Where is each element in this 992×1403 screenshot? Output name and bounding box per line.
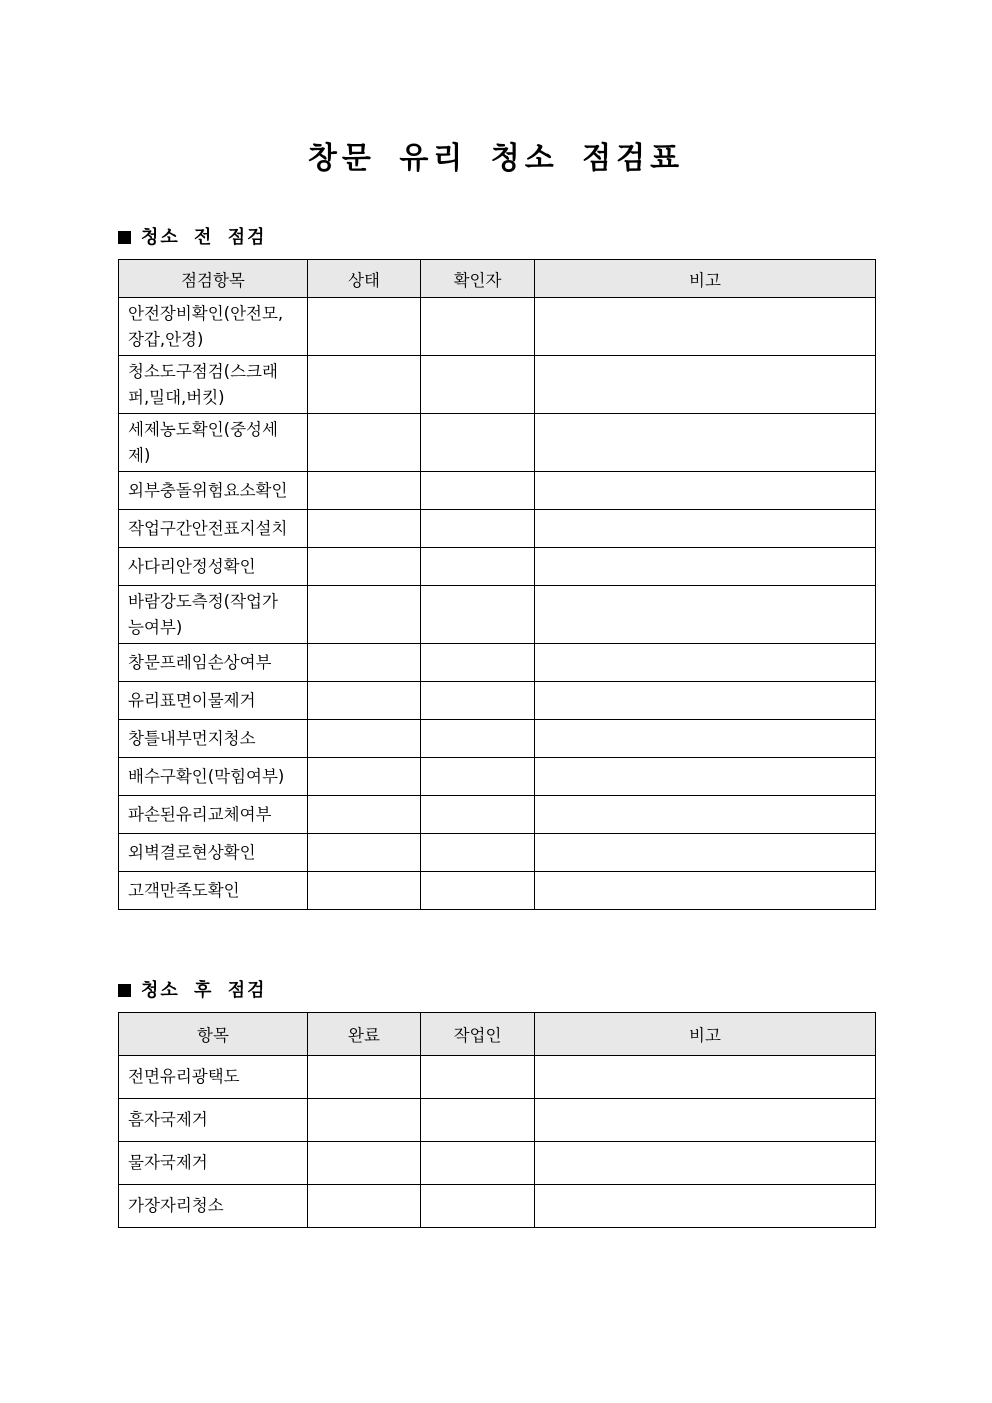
remarks-cell[interactable] (535, 298, 876, 356)
column-header-done: 완료 (308, 1013, 421, 1056)
table-row (119, 758, 876, 796)
check-item-cell (119, 472, 308, 510)
remarks-cell[interactable] (535, 414, 876, 472)
checker-cell[interactable] (421, 298, 535, 356)
check-item-text: 퍼,밀대,버킷) (128, 387, 225, 407)
post-cleaning-checklist-table (118, 1012, 876, 1228)
check-item-text: 안전장비확인(안전모, (128, 303, 284, 323)
checker-cell[interactable] (421, 510, 535, 548)
table-header-row (119, 260, 876, 298)
done-cell[interactable] (308, 1185, 421, 1228)
square-bullet-icon (118, 984, 131, 997)
table-row (119, 644, 876, 682)
check-item-text: 외벽결로현상확인 (128, 842, 256, 862)
check-item-text: 세제농도확인(중성세 (128, 419, 278, 439)
check-item-text: 제) (128, 445, 151, 465)
worker-cell[interactable] (421, 1185, 535, 1228)
remarks-cell[interactable] (535, 1099, 876, 1142)
remarks-cell[interactable] (535, 548, 876, 586)
check-item-text: 창틀내부먼지청소 (128, 728, 256, 748)
check-item-cell (119, 834, 308, 872)
checker-cell[interactable] (421, 682, 535, 720)
check-item-cell (119, 796, 308, 834)
check-item-cell (119, 872, 308, 910)
checker-cell[interactable] (421, 796, 535, 834)
pre-cleaning-checklist-table (118, 259, 876, 910)
status-cell[interactable] (308, 586, 421, 644)
column-header-item: 점검항목 (119, 260, 308, 298)
check-item-cell (119, 510, 308, 548)
remarks-cell[interactable] (535, 720, 876, 758)
check-item-text: 흠자국제거 (119, 1099, 308, 1142)
checker-cell[interactable] (421, 414, 535, 472)
remarks-cell[interactable] (535, 1185, 876, 1228)
check-item-cell (119, 682, 308, 720)
check-item-text: 물자국제거 (119, 1142, 308, 1185)
check-item-text: 바람강도측정(작업가 (128, 591, 278, 611)
column-header-worker: 작업인 (421, 1013, 535, 1056)
table-row (119, 796, 876, 834)
check-item-cell (119, 644, 308, 682)
check-item-text: 전면유리광택도 (119, 1056, 308, 1099)
remarks-cell[interactable] (535, 796, 876, 834)
check-item-text: 장갑,안경) (128, 329, 204, 349)
check-item-cell (119, 548, 308, 586)
section-heading-before (118, 223, 266, 249)
check-item-cell (119, 414, 308, 472)
table-row (119, 1099, 876, 1142)
check-item-cell (119, 758, 308, 796)
checker-cell[interactable] (421, 834, 535, 872)
remarks-cell[interactable] (535, 1056, 876, 1099)
remarks-cell[interactable] (535, 644, 876, 682)
table-row (119, 872, 876, 910)
worker-cell[interactable] (421, 1099, 535, 1142)
checker-cell[interactable] (421, 586, 535, 644)
page-title: 창문 유리 청소 점검표 (307, 141, 685, 176)
remarks-cell[interactable] (535, 682, 876, 720)
column-header-status: 상태 (308, 260, 421, 298)
remarks-cell[interactable] (535, 472, 876, 510)
remarks-cell[interactable] (535, 872, 876, 910)
remarks-cell[interactable] (535, 586, 876, 644)
column-header-item: 항목 (119, 1013, 308, 1056)
checker-cell[interactable] (421, 644, 535, 682)
status-cell[interactable] (308, 758, 421, 796)
check-item-text: 창문프레임손상여부 (128, 652, 272, 672)
status-cell[interactable] (308, 356, 421, 414)
remarks-cell[interactable] (535, 1142, 876, 1185)
table-row (119, 472, 876, 510)
check-item-cell (119, 586, 308, 644)
check-item-text: 가장자리청소 (119, 1185, 308, 1228)
status-cell[interactable] (308, 720, 421, 758)
table-row (119, 548, 876, 586)
worker-cell[interactable] (421, 1142, 535, 1185)
table-row (119, 298, 876, 356)
status-cell[interactable] (308, 682, 421, 720)
table-row (119, 682, 876, 720)
status-cell[interactable] (308, 510, 421, 548)
check-item-cell (119, 720, 308, 758)
checker-cell[interactable] (421, 720, 535, 758)
table-row (119, 1056, 876, 1099)
remarks-cell[interactable] (535, 834, 876, 872)
remarks-cell[interactable] (535, 356, 876, 414)
check-item-text: 고객만족도확인 (128, 880, 240, 900)
status-cell[interactable] (308, 472, 421, 510)
table-row (119, 834, 876, 872)
done-cell[interactable] (308, 1099, 421, 1142)
checker-cell[interactable] (421, 548, 535, 586)
check-item-cell (119, 356, 308, 414)
status-cell[interactable] (308, 796, 421, 834)
status-cell[interactable] (308, 834, 421, 872)
section-heading-before-label: 청소 전 점검 (141, 227, 267, 248)
status-cell[interactable] (308, 298, 421, 356)
check-item-text: 작업구간안전표지설치 (128, 518, 288, 538)
done-cell[interactable] (308, 1142, 421, 1185)
square-bullet-icon (118, 231, 131, 244)
check-item-text: 능여부) (128, 617, 183, 637)
section-heading-after (118, 976, 266, 1002)
worker-cell[interactable] (421, 1056, 535, 1099)
checker-cell[interactable] (421, 472, 535, 510)
table-row (119, 1185, 876, 1228)
check-item-cell (119, 298, 308, 356)
remarks-cell[interactable] (535, 510, 876, 548)
remarks-cell[interactable] (535, 758, 876, 796)
column-header-remarks: 비고 (535, 260, 876, 298)
table-row (119, 356, 876, 414)
table-row (119, 1142, 876, 1185)
checker-cell[interactable] (421, 872, 535, 910)
table-row (119, 586, 876, 644)
table-header-row (119, 1013, 876, 1056)
check-item-text: 배수구확인(막힘여부) (128, 766, 285, 786)
check-item-text: 청소도구점검(스크래 (128, 361, 278, 381)
check-item-text: 외부충돌위험요소확인 (128, 480, 288, 500)
status-cell[interactable] (308, 414, 421, 472)
check-item-text: 유리표면이물제거 (128, 690, 256, 710)
table-row (119, 720, 876, 758)
status-cell[interactable] (308, 644, 421, 682)
column-header-checker: 확인자 (421, 260, 535, 298)
status-cell[interactable] (308, 872, 421, 910)
check-item-text: 파손된유리교체여부 (128, 804, 272, 824)
done-cell[interactable] (308, 1056, 421, 1099)
column-header-remarks: 비고 (535, 1013, 876, 1056)
status-cell[interactable] (308, 548, 421, 586)
section-heading-after-label: 청소 후 점검 (141, 980, 267, 1001)
table-row (119, 414, 876, 472)
checker-cell[interactable] (421, 758, 535, 796)
check-item-text: 사다리안정성확인 (128, 556, 256, 576)
table-row (119, 510, 876, 548)
checker-cell[interactable] (421, 356, 535, 414)
